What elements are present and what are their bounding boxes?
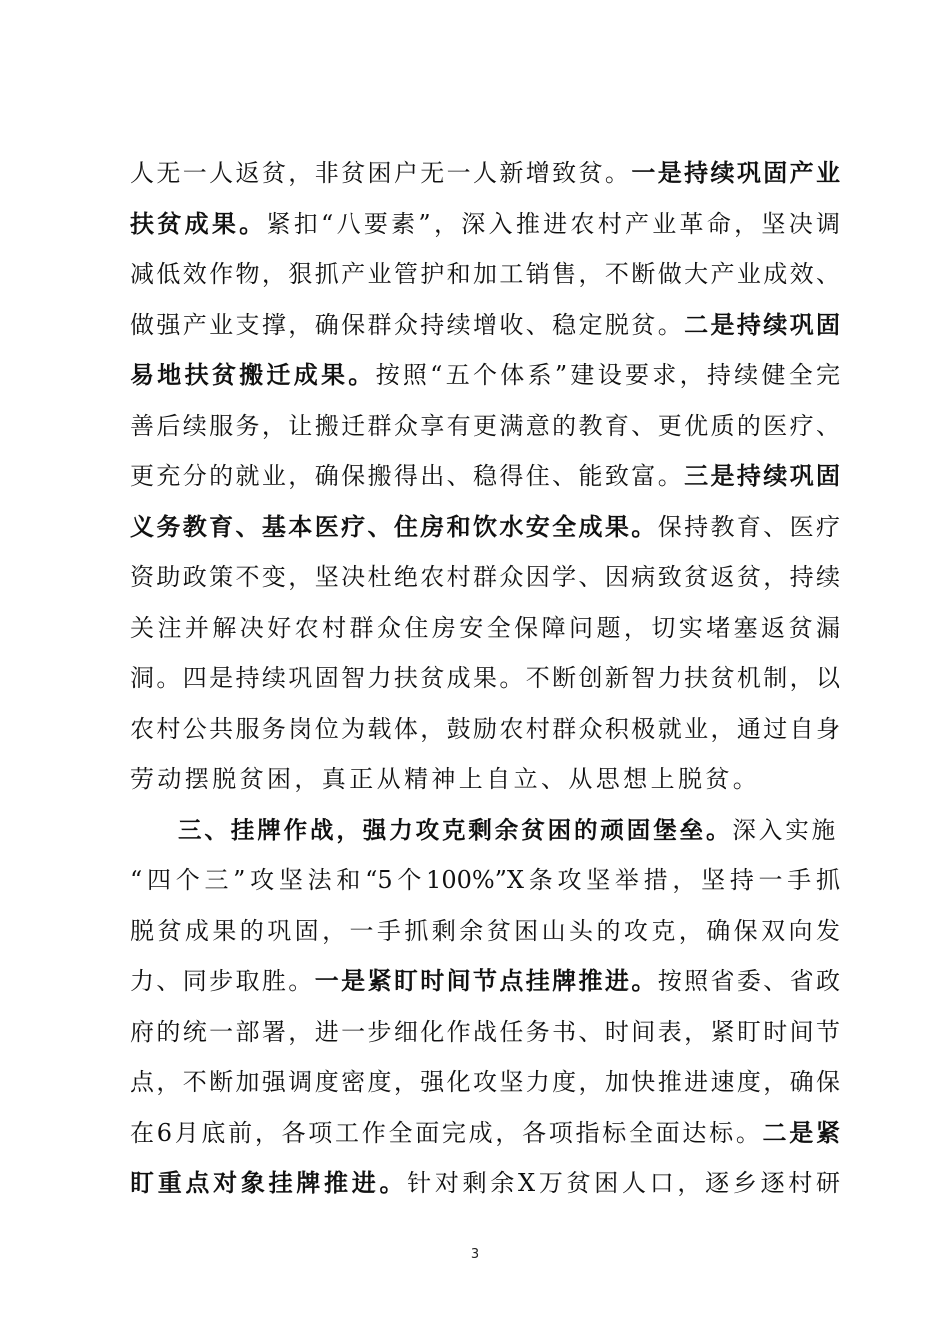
bold-text-segment: 一是持续巩固产业 — [631, 158, 841, 187]
text-line-10 — [130, 603, 840, 654]
text-segment: 针对剩余X万贫困人口，逐乡逐村研 — [407, 1169, 841, 1197]
text-segment: 在6月底前，各项工作全面完成，各项指标全面达标。 — [130, 1118, 763, 1147]
text-segment: 农村公共服务岗位为载体，鼓励农村群众积极就业，通过自身 — [130, 714, 840, 743]
bold-text-segment: 盯重点对象挂牌推进。 — [130, 1168, 408, 1197]
text-segment: 按照省委、省政 — [657, 967, 841, 995]
bold-text-segment: 一是紧盯时间节点挂牌推进。 — [314, 966, 658, 995]
text-segment: 点，不断加强调度密度，强化攻坚力度，加快推进速度，确保 — [130, 1068, 840, 1096]
text-line-17 — [130, 956, 840, 1007]
text-segment: 按照“五个体系”建设要求，持续健全完 — [375, 361, 841, 389]
text-line-20 — [130, 1108, 840, 1159]
text-line-12 — [130, 704, 840, 755]
text-line-11 — [130, 653, 840, 704]
page-number: 3 — [470, 1247, 480, 1262]
text-segment: 劳动摆脱贫困，真正从精神上自立、从思想上脱贫。 — [130, 765, 761, 793]
section-heading: 三、挂牌作战，强力攻克剩余贫困的顽固堡垒。 — [178, 815, 733, 844]
text-line-15 — [130, 855, 840, 906]
text-line-2 — [130, 199, 840, 250]
text-segment: 脱贫成果的巩固，一手抓剩余贫困山头的攻克，确保双向发 — [130, 916, 840, 945]
section-heading-line — [130, 805, 840, 856]
text-line-13 — [130, 754, 840, 805]
text-line-6 — [130, 401, 840, 452]
text-segment: 深入实施 — [732, 815, 839, 844]
bold-text-segment: 二是持续巩固 — [684, 309, 841, 339]
text-segment: “四个三”攻坚法和“5个100%”X条攻坚举措，坚持一手抓 — [130, 866, 840, 894]
bold-text-segment: 易地扶贫搬迁成果。 — [130, 360, 376, 389]
text-segment: 关注并解决好农村群众住房安全保障问题，切实堵塞返贫漏 — [130, 613, 840, 642]
bold-text-segment: 二是紧 — [762, 1117, 840, 1147]
text-segment: 洞。四是持续巩固智力扶贫成果。不断创新智力扶贫机制，以 — [130, 664, 840, 692]
bold-text-segment: 扶贫成果。 — [130, 208, 267, 238]
text-line-16 — [130, 906, 840, 957]
body-text — [130, 148, 840, 1209]
text-segment: 紧扣“八要素”，深入推进农村产业革命，坚决调 — [266, 209, 840, 238]
text-segment: 保持教育、医疗 — [657, 512, 841, 541]
bold-text-segment: 义务教育、基本医疗、住房和饮水安全成果。 — [130, 511, 658, 541]
text-segment: 府的统一部署，进一步细化作战任务书、时间表，紧盯时间节 — [130, 1017, 840, 1046]
text-segment: 资助政策不变，坚决杜绝农村群众因学、因病致贫返贫，持续 — [130, 563, 840, 591]
text-segment: 善后续服务，让搬迁群众享有更满意的教育、更优质的医疗、 — [130, 411, 840, 440]
text-line-19 — [130, 1057, 840, 1108]
text-line-18 — [130, 1007, 840, 1058]
text-segment: 更充分的就业，确保搬得出、稳得住、能致富。 — [130, 462, 685, 490]
text-segment: 力、同步取胜。 — [130, 967, 315, 995]
text-line-5 — [130, 350, 840, 401]
text-line-7 — [130, 451, 840, 502]
text-line-9 — [130, 552, 840, 603]
text-line-3 — [130, 249, 840, 300]
text-line-21 — [130, 1158, 840, 1209]
text-segment: 做强产业支撑，确保群众持续增收、稳定脱贫。 — [130, 310, 685, 339]
text-segment: 人无一人返贫，非贫困户无一人新增致贫。 — [130, 159, 632, 187]
text-line-8 — [130, 502, 840, 553]
bold-text-segment: 三是持续巩固 — [684, 461, 841, 490]
text-line-1 — [130, 148, 840, 199]
text-segment: 减低效作物，狠抓产业管护和加工销售，不断做大产业成效、 — [130, 260, 840, 288]
text-line-4 — [130, 300, 840, 351]
